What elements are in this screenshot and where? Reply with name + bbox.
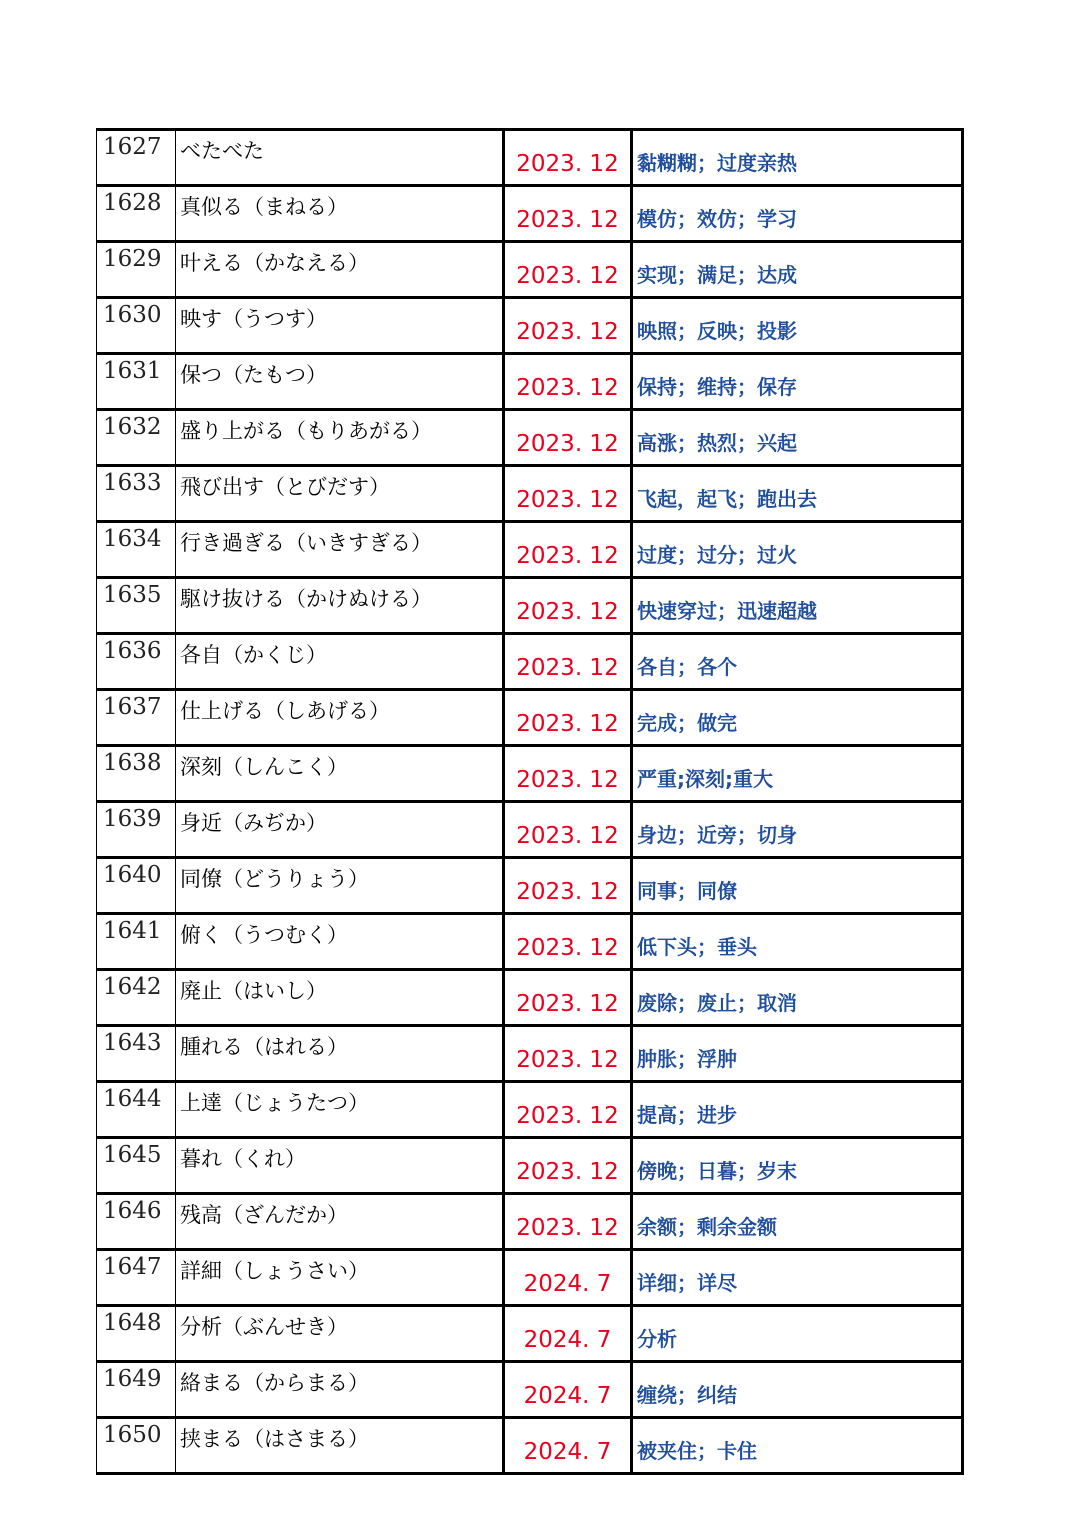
exam-date: 2023. 12 <box>504 578 632 634</box>
japanese-word: 挟まる（はさまる） <box>176 1418 504 1474</box>
entry-number: 1631 <box>97 354 176 410</box>
table-row <box>97 1250 963 1306</box>
table-row <box>97 1138 963 1194</box>
table-row <box>97 410 963 466</box>
japanese-word: 行き過ぎる（いきすぎる） <box>176 522 504 578</box>
entry-number: 1637 <box>97 690 176 746</box>
chinese-meaning: 完成；做完 <box>632 690 963 746</box>
entry-number: 1630 <box>97 298 176 354</box>
japanese-word: 盛り上がる（もりあがる） <box>176 410 504 466</box>
chinese-meaning: 肿胀；浮肿 <box>632 1026 963 1082</box>
table-row <box>97 746 963 802</box>
chinese-meaning: 飞起，起飞；跑出去 <box>632 466 963 522</box>
exam-date: 2023. 12 <box>504 690 632 746</box>
chinese-meaning: 详细；详尽 <box>632 1250 963 1306</box>
japanese-word: 映す（うつす） <box>176 298 504 354</box>
entry-number: 1635 <box>97 578 176 634</box>
chinese-meaning: 废除；废止；取消 <box>632 970 963 1026</box>
table-row <box>97 186 963 242</box>
japanese-word: べたべた <box>176 130 504 186</box>
japanese-word: 飛び出す（とびだす） <box>176 466 504 522</box>
exam-date: 2023. 12 <box>504 970 632 1026</box>
japanese-word: 俯く（うつむく） <box>176 914 504 970</box>
chinese-meaning: 低下头；垂头 <box>632 914 963 970</box>
table-row <box>97 858 963 914</box>
chinese-meaning: 缠绕；纠结 <box>632 1362 963 1418</box>
table-row <box>97 1082 963 1138</box>
entry-number: 1644 <box>97 1082 176 1138</box>
exam-date: 2024. 7 <box>504 1250 632 1306</box>
japanese-word: 仕上げる（しあげる） <box>176 690 504 746</box>
table-row <box>97 1194 963 1250</box>
entry-number: 1647 <box>97 1250 176 1306</box>
exam-date: 2023. 12 <box>504 634 632 690</box>
exam-date: 2023. 12 <box>504 802 632 858</box>
entry-number: 1632 <box>97 410 176 466</box>
exam-date: 2023. 12 <box>504 186 632 242</box>
japanese-word: 深刻（しんこく） <box>176 746 504 802</box>
table-row <box>97 690 963 746</box>
japanese-word: 叶える（かなえる） <box>176 242 504 298</box>
vocabulary-table <box>96 128 964 1475</box>
entry-number: 1640 <box>97 858 176 914</box>
table-row <box>97 1026 963 1082</box>
exam-date: 2023. 12 <box>504 354 632 410</box>
chinese-meaning: 被夹住；卡住 <box>632 1418 963 1474</box>
exam-date: 2023. 12 <box>504 466 632 522</box>
entry-number: 1645 <box>97 1138 176 1194</box>
chinese-meaning: 实现；满足；达成 <box>632 242 963 298</box>
chinese-meaning: 各自；各个 <box>632 634 963 690</box>
chinese-meaning: 高涨；热烈；兴起 <box>632 410 963 466</box>
entry-number: 1634 <box>97 522 176 578</box>
japanese-word: 保つ（たもつ） <box>176 354 504 410</box>
chinese-meaning: 快速穿过；迅速超越 <box>632 578 963 634</box>
japanese-word: 各自（かくじ） <box>176 634 504 690</box>
chinese-meaning: 傍晚；日暮；岁末 <box>632 1138 963 1194</box>
table-row <box>97 1418 963 1474</box>
chinese-meaning: 分析 <box>632 1306 963 1362</box>
japanese-word: 上達（じょうたつ） <box>176 1082 504 1138</box>
japanese-word: 真似る（まねる） <box>176 186 504 242</box>
entry-number: 1636 <box>97 634 176 690</box>
entry-number: 1633 <box>97 466 176 522</box>
table-row <box>97 466 963 522</box>
table-row <box>97 130 963 186</box>
exam-date: 2023. 12 <box>504 1026 632 1082</box>
entry-number: 1642 <box>97 970 176 1026</box>
entry-number: 1650 <box>97 1418 176 1474</box>
japanese-word: 絡まる（からまる） <box>176 1362 504 1418</box>
japanese-word: 腫れる（はれる） <box>176 1026 504 1082</box>
japanese-word: 残高（ざんだか） <box>176 1194 504 1250</box>
japanese-word: 身近（みぢか） <box>176 802 504 858</box>
exam-date: 2024. 7 <box>504 1362 632 1418</box>
chinese-meaning: 余额；剩余金额 <box>632 1194 963 1250</box>
exam-date: 2023. 12 <box>504 410 632 466</box>
entry-number: 1641 <box>97 914 176 970</box>
exam-date: 2023. 12 <box>504 242 632 298</box>
chinese-meaning: 模仿；效仿；学习 <box>632 186 963 242</box>
table-row <box>97 1306 963 1362</box>
exam-date: 2023. 12 <box>504 1194 632 1250</box>
chinese-meaning: 黏糊糊；过度亲热 <box>632 130 963 186</box>
chinese-meaning: 身边；近旁；切身 <box>632 802 963 858</box>
chinese-meaning: 严重;深刻;重大 <box>632 746 963 802</box>
entry-number: 1649 <box>97 1362 176 1418</box>
exam-date: 2023. 12 <box>504 522 632 578</box>
japanese-word: 暮れ（くれ） <box>176 1138 504 1194</box>
table-row <box>97 522 963 578</box>
japanese-word: 廃止（はいし） <box>176 970 504 1026</box>
exam-date: 2023. 12 <box>504 1138 632 1194</box>
chinese-meaning: 提高；进步 <box>632 1082 963 1138</box>
exam-date: 2023. 12 <box>504 1082 632 1138</box>
japanese-word: 分析（ぶんせき） <box>176 1306 504 1362</box>
exam-date: 2023. 12 <box>504 746 632 802</box>
table-row <box>97 970 963 1026</box>
entry-number: 1638 <box>97 746 176 802</box>
exam-date: 2023. 12 <box>504 130 632 186</box>
table-row <box>97 634 963 690</box>
entry-number: 1648 <box>97 1306 176 1362</box>
table-row <box>97 914 963 970</box>
exam-date: 2023. 12 <box>504 298 632 354</box>
table-row <box>97 354 963 410</box>
japanese-word: 詳細（しょうさい） <box>176 1250 504 1306</box>
entry-number: 1629 <box>97 242 176 298</box>
chinese-meaning: 同事；同僚 <box>632 858 963 914</box>
entry-number: 1646 <box>97 1194 176 1250</box>
entry-number: 1643 <box>97 1026 176 1082</box>
chinese-meaning: 保持；维持；保存 <box>632 354 963 410</box>
table-row <box>97 578 963 634</box>
chinese-meaning: 过度；过分；过火 <box>632 522 963 578</box>
entry-number: 1627 <box>97 130 176 186</box>
japanese-word: 駆け抜ける（かけぬける） <box>176 578 504 634</box>
table-row <box>97 802 963 858</box>
chinese-meaning: 映照；反映；投影 <box>632 298 963 354</box>
entry-number: 1628 <box>97 186 176 242</box>
table-row <box>97 298 963 354</box>
table-row <box>97 1362 963 1418</box>
exam-date: 2024. 7 <box>504 1418 632 1474</box>
exam-date: 2023. 12 <box>504 858 632 914</box>
table-row <box>97 242 963 298</box>
entry-number: 1639 <box>97 802 176 858</box>
exam-date: 2023. 12 <box>504 914 632 970</box>
japanese-word: 同僚（どうりょう） <box>176 858 504 914</box>
exam-date: 2024. 7 <box>504 1306 632 1362</box>
vocabulary-table-body <box>97 130 963 1474</box>
